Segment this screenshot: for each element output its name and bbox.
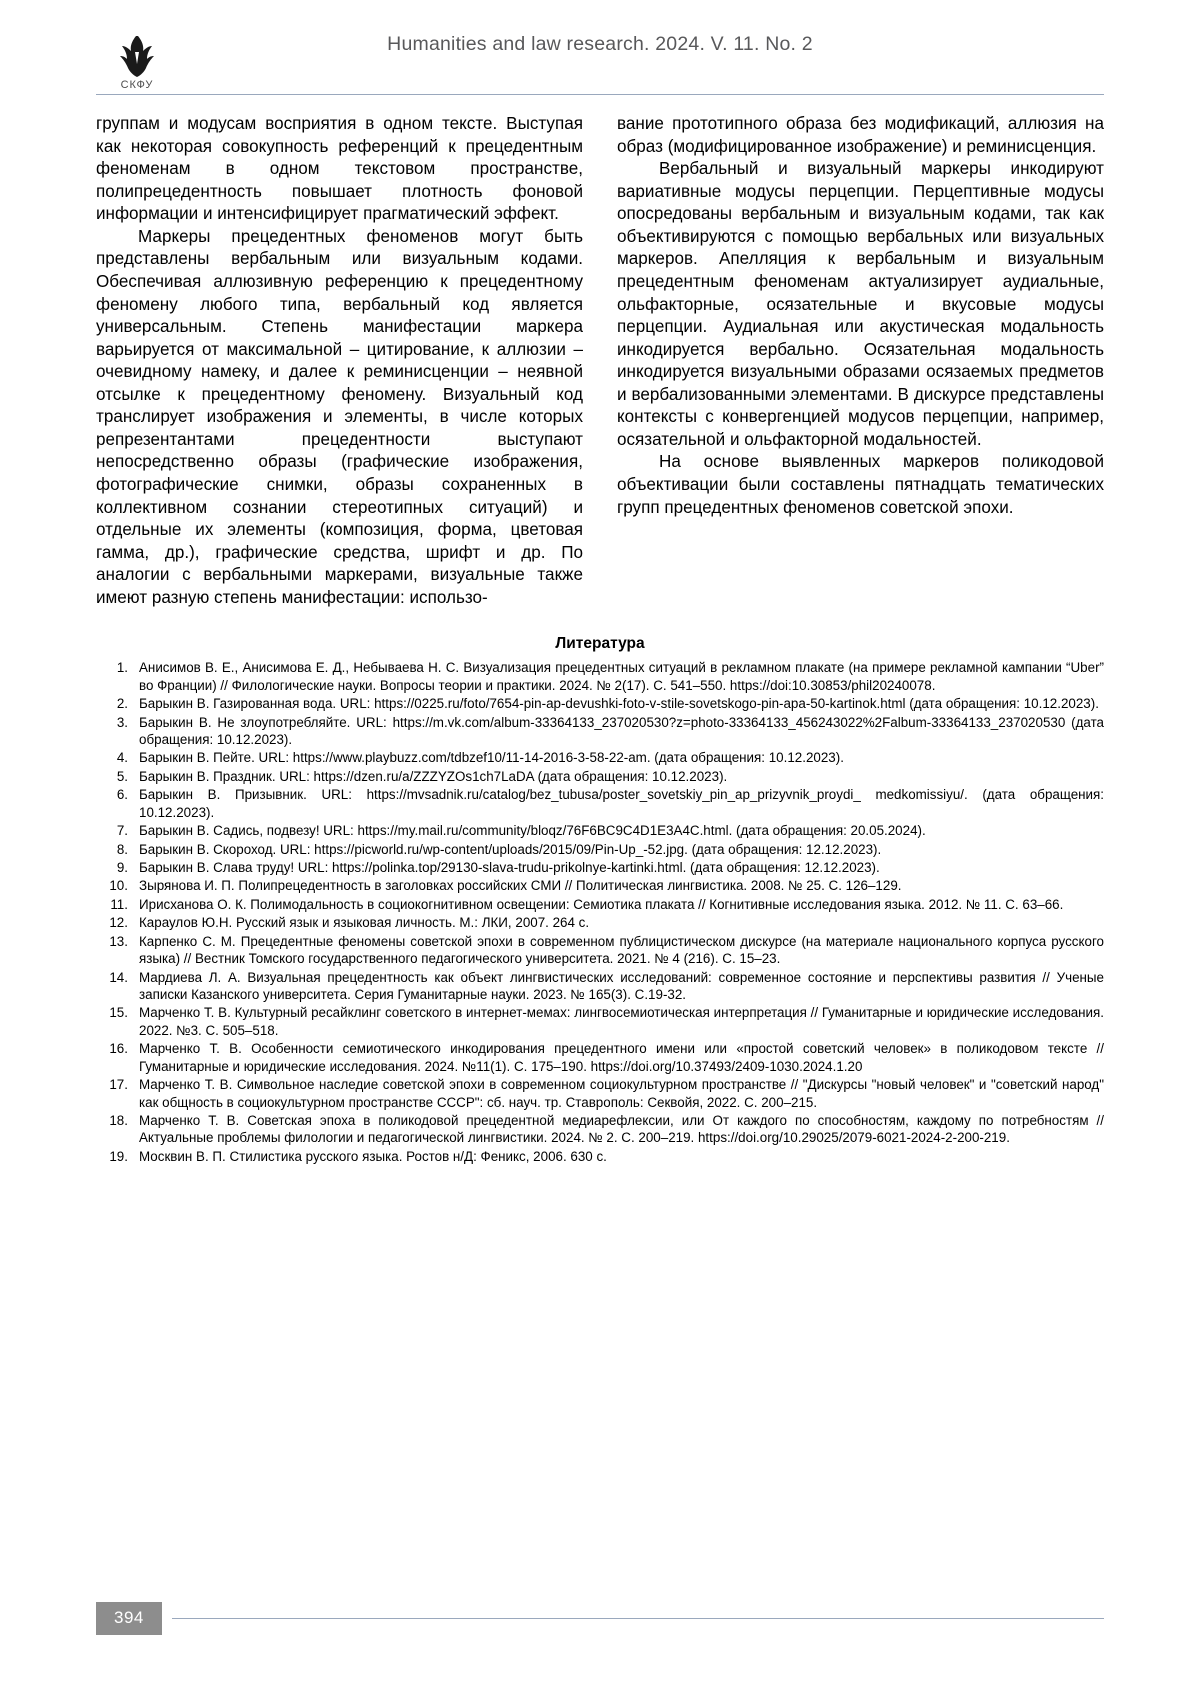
article-body (96, 113, 1104, 609)
reference-item: Барыкин В. Пейте. URL: https://www.playbuzz.com/tdbzef10/11-14-2016-3-58-22-am. (дата обращения: 10.12.2023). (139, 750, 844, 766)
eagle-emblem-icon (114, 34, 160, 78)
reference-item: Барыкин В. Праздник. URL: https://dzen.ru/a/ZZZYZOs1ch7LaDA (дата обращения: 10.12.2023). (139, 768, 728, 784)
page-number: 394 (96, 1602, 162, 1635)
reference-item: Анисимов В. Е., Анисимова Е. Д., Небываева Н. С. Визуализация прецедентных ситуаций в рекламном плакате (на примере рекламной кампании “Uber” во Франции) // Филологические науки. Вопросы теории и практики. 2024. № 2(17). С. 541–550. https://doi:10.30853/phil20240078. (139, 660, 1104, 693)
paragraph: вание прототипного образа без модификаций, аллюзия на образ (модифицированное изображение) и реминисценция. (617, 114, 1104, 156)
reference-item: Марченко Т. В. Символьное наследие советской эпохи в современном социокультурном пространстве // "Дискурсы "новый человек" и "советский народ" как общность в социокультурном пространстве СССР": сб. науч. тр. Ставрополь: Секвойя, 2022. С. 200–215. (139, 1077, 1104, 1110)
page-header (96, 0, 1104, 91)
page-footer (96, 1602, 1104, 1635)
reference-item: Барыкин В. Скороход. URL: https://picworld.ru/wp-content/uploads/2015/09/Pin-Up_-52.jpg. (дата обращения: 12.12.2023). (139, 841, 882, 857)
reference-item: Барыкин В. Слава труду! URL: https://polinka.top/29130-slava-trudu-prikolnye-kartinki.html. (дата обращения: 12.12.2023). (139, 860, 880, 876)
reference-item: Барыкин В. Садись, подвезу! URL: https://my.mail.ru/community/bloqz/76F6BC9C4D1E3A4C.html. (дата обращения: 20.05.2024). (139, 823, 926, 839)
university-logo (96, 34, 178, 96)
paragraph: Вербальный и визуальный маркеры инкодируют вариативные модусы перцепции. Перцептивные модусы опосредованы вербальным и визуальным кодами, так как объективируются с помощью вербальных или визуальных маркеров. Апелляция к вербальным и визуальным прецедентным феноменам актуализирует аудиальные, ольфакторные, осязательные и вкусовые модусы перцепции. Аудиальная или акустическая модальность инкодируется вербально. Осязательная модальность инкодируется визуальными образами осязаемых предметов и вербализованными элементами. В дискурсе представлены контексты с конвергенцией модусов перцепции, например, осязательной и ольфакторной модальностей. (617, 159, 1104, 449)
paragraph: группам и модусам восприятия в одном тексте. Выступая как некоторая совокупность референций к прецедентным феноменам в одном текстовом пространстве, полипрецедентность повышает плотность фоновой информации и интенсифицирует прагматический эффект. (96, 114, 583, 224)
reference-item: Марченко Т. В. Особенности семиотического инкодирования прецедентного имени или «простой советский человек» в поликодовом тексте // Гуманитарные и юридические исследования. 2024. №11(1). С. 175–190. https://doi.org/10.37493/2409-1030.2024.1.20 (139, 1041, 1104, 1074)
footer-divider (172, 1618, 1104, 1620)
reference-item: Карпенко С. М. Прецедентные феномены советской эпохи в современном публицистическом дискурсе (на материале национального корпуса русского языка) // Вестник Томского государственного педагогического университета. 2021. № 4 (216). С. 15–23. (139, 933, 1104, 967)
reference-item: Караулов Ю.Н. Русский язык и языковая личность. М.: ЛКИ, 2007. 264 с. (139, 915, 590, 931)
reference-item: Барыкин В. Призывник. URL: https://mvsadnik.ru/catalog/bez_tubusa/poster_sovetskiy_pin_ap_prizyvnik_proydi_ medkomissiyu/. (дата обращения: 10.12.2023). (139, 787, 1104, 820)
header-divider (96, 94, 1104, 95)
reference-item: Барыкин В. Газированная вода. URL: https://0225.ru/foto/7654-pin-ap-devushki-foto-v-stile-sovetskogo-pin-apa-50-kartinok.html (дата обращения: 10.12.2023). (139, 696, 1099, 712)
reference-item: Москвин В. П. Стилистика русского языка. Ростов н/Д: Феникс, 2006. 630 с. (139, 1148, 607, 1164)
references-list (96, 659, 1104, 1165)
right-column (617, 113, 1104, 609)
reference-item: Марченко Т. В. Культурный ресайклинг советского в интернет-мемах: лингвосемиотическая интерпретация // Гуманитарные и юридические исследования. 2022. №3. С. 505–518. (139, 1005, 1104, 1038)
reference-item: Ирисханова О. К. Полимодальность в социокогнитивном освещении: Семиотика плаката // Когнитивные исследования языка. 2012. № 11. С. 63–66. (139, 896, 1064, 912)
paragraph: Маркеры прецедентных феноменов могут быть представлены вербальным или визуальным кодами. Обеспечивая аллюзивную референцию к прецедентному феномену любого типа, вербальный код является универсальным. Степень манифестации маркера варьируется от максимальной – цитирование, к аллюзии – очевидному намеку, и далее к реминисценции – неявной отсылке к прецедентному феномену. Визуальный код транслирует изображения и элементы, в числе которых репрезентантами прецедентности выступают непосредственно образы (графические изображения, фотографические снимки, образы сохраненных в коллективном сознании стереотипных ситуаций) и отдельные их элементы (композиция, форма, цветовая гамма, др.), графические средства, шрифт и др. По аналогии с вербальными маркерами, визуальные также имеют разную степень манифестации: использо- (96, 226, 583, 607)
left-column (96, 113, 583, 609)
reference-item: Барыкин В. Не злоупотребляйте. URL: https://m.vk.com/album-33364133_237020530?z=photo-33364133_456243022%2Falbum-33364133_237020530 (дата обращения: 10.12.2023). (139, 714, 1104, 748)
references-heading: Литература (555, 635, 645, 653)
logo-label: СКФУ (120, 79, 154, 91)
journal-title: Humanities and law research. 2024. V. 11. No. 2 (387, 32, 813, 55)
paragraph: На основе выявленных маркеров поликодовой объективации были составлены пятнадцать тематических групп прецедентных феноменов советской эпохи. (617, 452, 1104, 517)
reference-item: Марченко Т. В. Советская эпоха в поликодовой прецедентной медиарефлексии, или От каждого по способностям, каждому по потребностям // Актуальные проблемы филологии и педагогической лингвистики. 2024. № 2. С. 200–219. https://doi.org/10.29025/2079-6021-2024-2-200-219. (139, 1112, 1104, 1146)
reference-item: Мардиева Л. А. Визуальная прецедентность как объект лингвистических исследований: современное состояние и перспективы развития // Ученые записки Казанского университета. Серия Гуманитарные науки. 2023. № 165(3). С.19-32. (139, 969, 1104, 1002)
reference-item: Зырянова И. П. Полипрецедентность в заголовках российских СМИ // Политическая лингвистика. 2008. № 25. С. 126–129. (139, 878, 902, 894)
